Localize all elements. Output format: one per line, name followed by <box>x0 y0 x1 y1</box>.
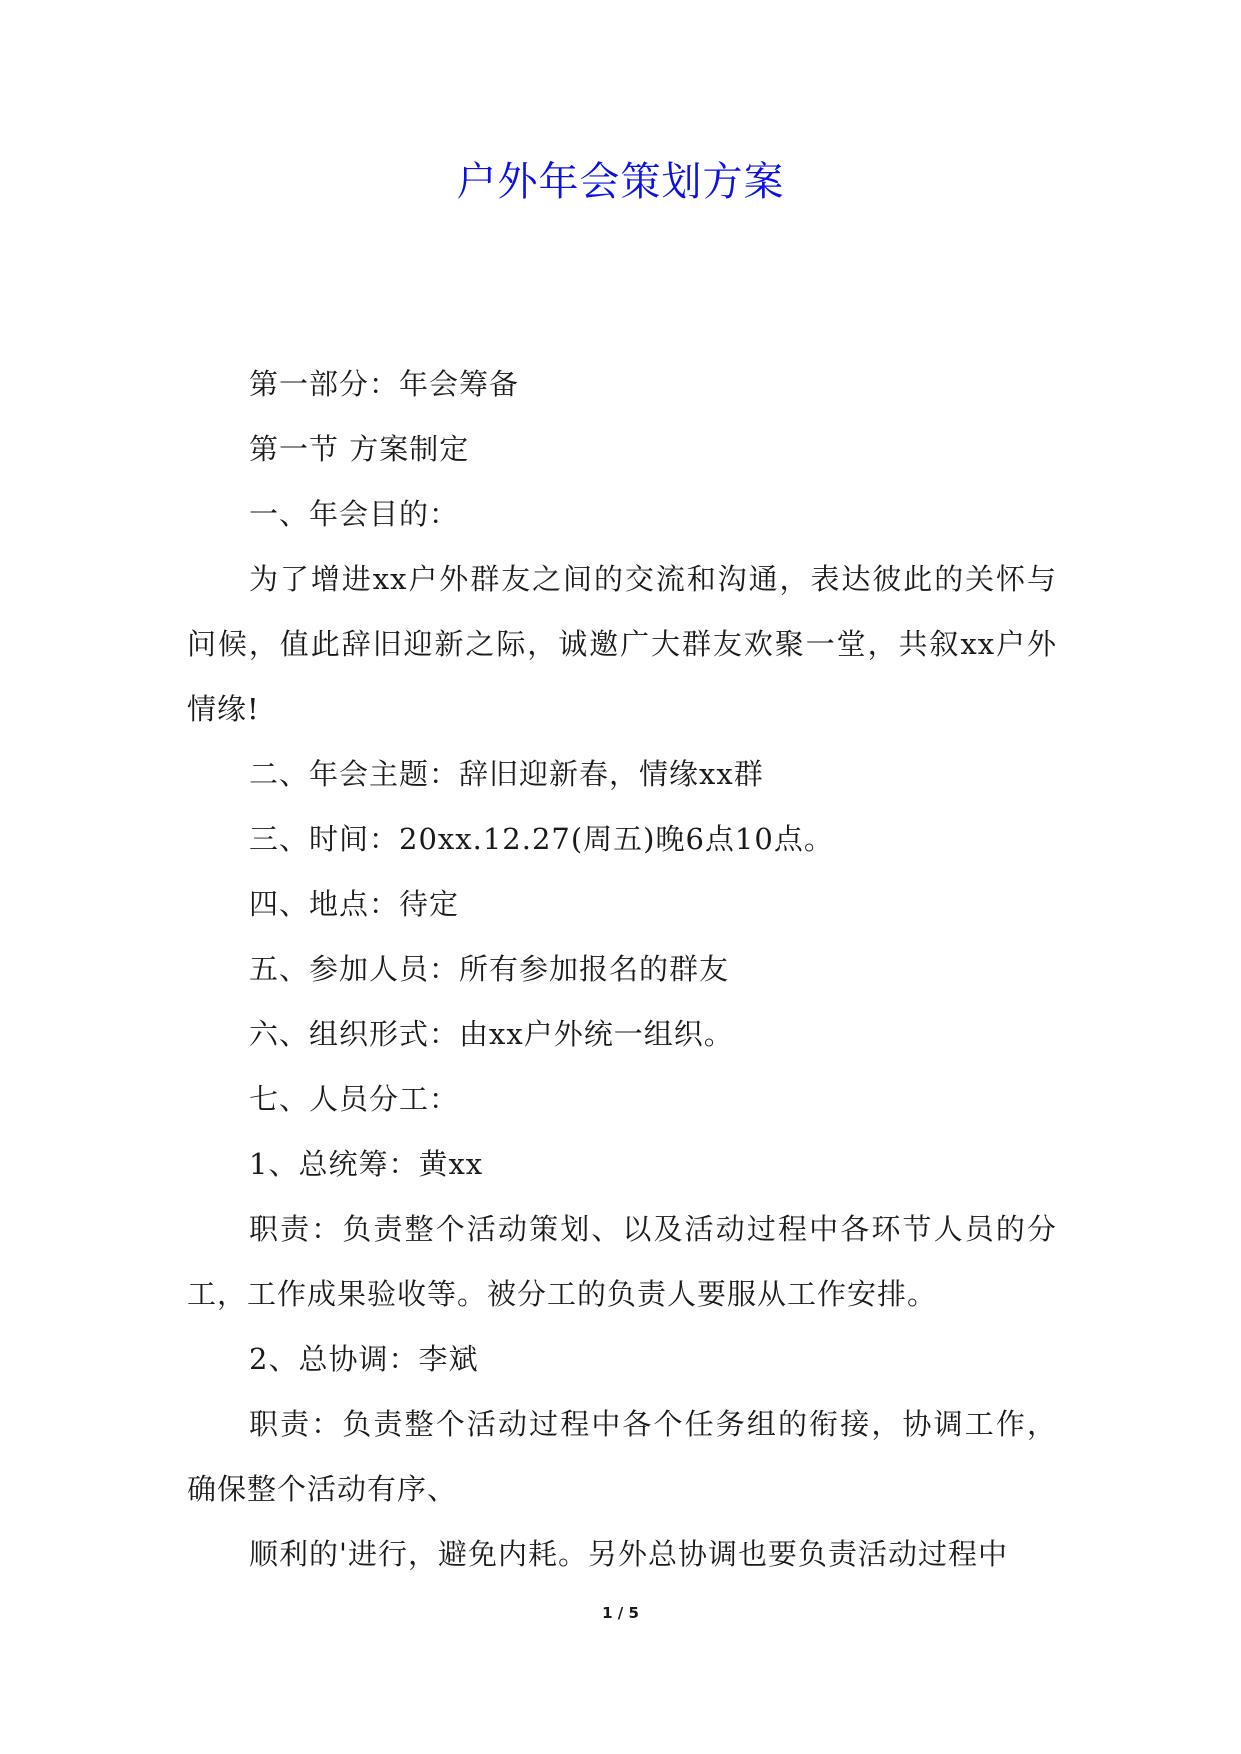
item-heading-purpose: 一、年会目的： <box>249 497 460 531</box>
document-title: 户外年会策划方案 <box>456 159 785 205</box>
item-location: 四、地点：待定 <box>249 887 460 921</box>
item-organization: 六、组织形式：由xx户外统一组织。 <box>249 1017 734 1051</box>
subsection-heading: 第一节 方案制定 <box>249 432 470 466</box>
item-participants: 五、参加人员：所有参加报名的群友 <box>249 952 730 986</box>
item-heading-division: 七、人员分工： <box>249 1082 460 1116</box>
paragraph-duty-1: 职责：负责整个活动策划、以及活动过程中各环节人员的分工，工作成果验收等。被分工的负责人要服从工作安排。 <box>187 1212 1057 1311</box>
paragraph-purpose: 为了增进xx户外群友之间的交流和沟通，表达彼此的关怀与问候，值此辞旧迎新之际，诚邀广大群友欢聚一堂，共叙xx户外情缘! <box>187 562 1057 726</box>
role-coordinator-general: 1、总统筹：黄xx <box>249 1147 484 1181</box>
item-theme: 二、年会主题：辞旧迎新春，情缘xx群 <box>249 757 764 791</box>
role-coordinator-liaison: 2、总协调：李斌 <box>249 1342 479 1376</box>
item-time: 三、时间：20xx.12.27(周五)晚6点10点。 <box>249 822 834 856</box>
paragraph-duty-2-continued: 顺利的'进行，避免内耗。另外总协调也要负责活动过程中 <box>249 1537 1008 1571</box>
document-body <box>187 352 1057 1587</box>
page-number: 1 / 5 <box>602 1604 639 1622</box>
paragraph-duty-2: 职责：负责整个活动过程中各个任务组的衔接，协调工作，确保整个活动有序、 <box>187 1407 1057 1506</box>
section-heading: 第一部分：年会筹备 <box>249 367 520 401</box>
